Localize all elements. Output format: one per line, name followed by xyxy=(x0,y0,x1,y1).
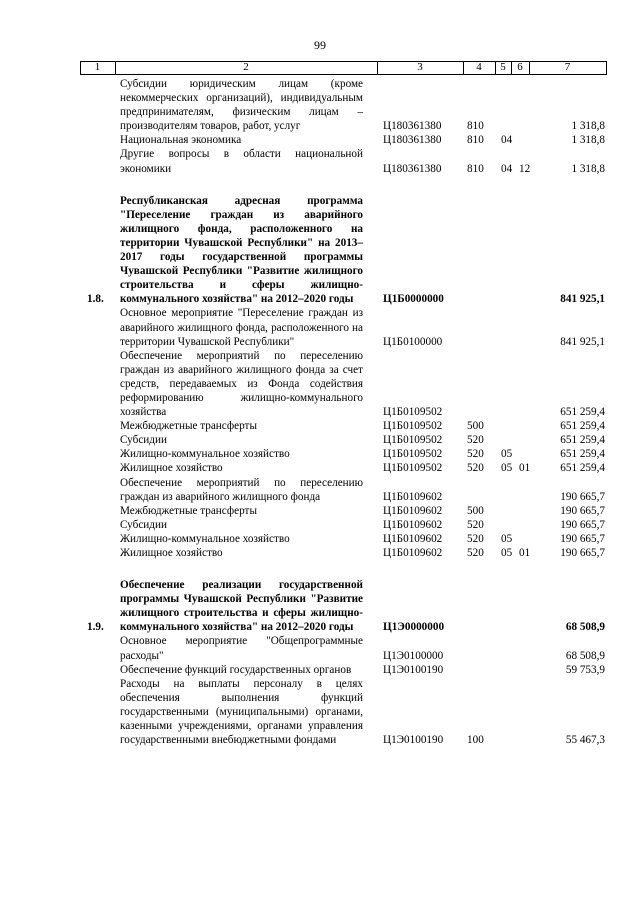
header-cell-amount: 7 xyxy=(564,61,571,73)
page-number: 99 xyxy=(314,38,326,52)
row-name: Субсидии xyxy=(120,518,167,531)
row-group: 520 xyxy=(467,462,484,475)
table-row xyxy=(0,677,640,747)
row-code: Ц1Б0109602 xyxy=(383,518,443,531)
row-name: Основное мероприятие "Переселение граждан из аварийного жилищного фонда, расположенного на территории Чувашской Республики" xyxy=(120,307,363,348)
row-amount: 651 259,4 xyxy=(560,462,605,475)
row-code: Ц1Б0109602 xyxy=(383,490,443,503)
row-code: Ц1Б0109602 xyxy=(383,532,443,545)
table-row xyxy=(0,634,640,662)
row-code: Ц1Э0000000 xyxy=(383,621,445,634)
table-row xyxy=(0,532,640,546)
row-code: Ц1Б0109502 xyxy=(383,462,443,475)
header-bottom-rule xyxy=(80,74,607,75)
row-name: Жилищно-коммунальное хозяйство xyxy=(120,448,290,461)
row-amount: 190 665,7 xyxy=(560,547,605,559)
header-cell-subsection: 6 xyxy=(517,61,523,73)
table-row xyxy=(0,578,640,634)
row-amount: 68 508,9 xyxy=(565,621,605,634)
table-row xyxy=(0,194,640,307)
row-subsection: 12 xyxy=(519,162,531,175)
header-cell-number: 1 xyxy=(94,61,101,73)
row-group: 500 xyxy=(467,504,484,517)
row-group: 520 xyxy=(467,532,484,545)
row-group: 520 xyxy=(467,448,484,461)
row-amount: 55 467,3 xyxy=(565,734,605,747)
row-code: Ц1Б0109602 xyxy=(383,547,443,559)
row-name: Основное мероприятие "Общепрограммные расходы" xyxy=(120,635,363,662)
row-section: 04 xyxy=(501,162,513,175)
row-name: Обеспечение мероприятий по переселению граждан из аварийного жилищного фонда xyxy=(120,476,363,503)
row-amount: 841 925,1 xyxy=(560,335,605,348)
row-number: 1.8. xyxy=(87,293,104,306)
row-code: Ц1Б0109502 xyxy=(383,434,443,447)
row-name: Другие вопросы в области национальной экономики xyxy=(120,148,363,175)
row-name: Межбюджетные трансферты xyxy=(120,504,257,517)
row-amount: 1 318,8 xyxy=(571,120,605,133)
row-name: Обеспечение функций государственных органов xyxy=(120,663,352,676)
row-amount: 190 665,7 xyxy=(560,490,605,503)
row-amount: 651 259,4 xyxy=(560,420,605,433)
row-name: Жилищное хозяйство xyxy=(120,462,223,475)
row-subsection: 01 xyxy=(519,462,531,475)
row-subsection: 01 xyxy=(519,547,531,559)
row-section: 05 xyxy=(501,448,513,461)
row-amount: 190 665,7 xyxy=(560,518,605,531)
table-row xyxy=(0,77,640,133)
table-header xyxy=(80,61,607,74)
row-amount: 1 318,8 xyxy=(571,162,605,175)
row-code: Ц1Э0100190 xyxy=(383,663,444,676)
header-cell-section: 5 xyxy=(500,61,506,73)
table-row xyxy=(0,504,640,518)
table-row xyxy=(0,518,640,532)
row-group: 810 xyxy=(467,120,484,133)
row-group: 520 xyxy=(467,518,484,531)
row-amount: 190 665,7 xyxy=(560,532,605,545)
table-row xyxy=(0,663,640,677)
table-row xyxy=(0,546,640,560)
row-group: 520 xyxy=(467,434,484,447)
table-row xyxy=(0,147,640,175)
row-code: Ц180361380 xyxy=(383,134,442,147)
row-group: 520 xyxy=(467,547,484,559)
row-amount: 59 753,9 xyxy=(565,663,605,676)
budget-table-body xyxy=(0,77,640,747)
row-name: Обеспечение мероприятий по переселению граждан из аварийного жилищного фонда за счет средств, передаваемых из Фонда содействия реформированию жилищно-коммунального хозяйства xyxy=(120,349,363,419)
row-code: Ц180361380 xyxy=(383,162,442,175)
row-name: Национальная экономика xyxy=(120,134,242,147)
row-section: 05 xyxy=(501,532,513,545)
row-name: Жилищно-коммунальное хозяйство xyxy=(120,532,290,545)
table-row xyxy=(0,476,640,504)
row-amount: 841 925,1 xyxy=(560,293,605,306)
table-row xyxy=(0,133,640,147)
header-divider xyxy=(606,61,607,75)
row-amount: 651 259,4 xyxy=(560,434,605,447)
row-code: Ц180361380 xyxy=(383,120,442,133)
row-code: Ц1Б0109502 xyxy=(383,406,443,419)
header-cell-name: 2 xyxy=(243,61,249,73)
table-row xyxy=(0,306,640,348)
row-amount: 190 665,7 xyxy=(560,504,605,517)
row-amount: 68 508,9 xyxy=(565,649,605,662)
row-section: 05 xyxy=(501,462,513,475)
row-section: 04 xyxy=(501,134,513,147)
row-name: Межбюджетные трансферты xyxy=(120,420,257,433)
row-name: Субсидии юридическим лицам (кроме некоммерческих организаций), индивидуальным предпринимателям, физическим лицам – производителям товаров, работ, услуг xyxy=(120,78,363,133)
row-code: Ц1Б0100000 xyxy=(383,335,443,348)
row-name: Субсидии xyxy=(120,434,167,447)
row-amount: 651 259,4 xyxy=(560,406,605,419)
row-name: Расходы на выплаты персоналу в целях обеспечения выполнения функций государственными (муниципальными) органами, казенными учреждениями, органами управления государственными внебюджетными фондами xyxy=(120,677,363,747)
row-group: 810 xyxy=(467,134,484,147)
row-number: 1.9. xyxy=(87,621,104,634)
row-code: Ц1Б0109602 xyxy=(383,504,443,517)
row-amount: 1 318,8 xyxy=(571,134,605,147)
row-group: 100 xyxy=(467,734,484,747)
table-row xyxy=(0,433,640,447)
table-row xyxy=(0,447,640,461)
row-group: 810 xyxy=(467,162,484,175)
header-cell-group: 4 xyxy=(476,61,482,73)
row-group: 500 xyxy=(467,420,484,433)
row-code: Ц1Э0100190 xyxy=(383,734,444,747)
row-name: Республиканская адресная программа "Переселение граждан из аварийного жилищного фонда, расположенного на территории Чувашской Республики" на 2013–2017 годы государственной программы Чувашской Республики "Развитие жилищного строительства и сферы жилищно-коммунального хозяйства" на 2012–2020 годы xyxy=(120,194,363,306)
row-code: Ц1Б0109502 xyxy=(383,420,443,433)
row-code: Ц1Б0000000 xyxy=(383,293,444,306)
row-code: Ц1Б0109502 xyxy=(383,448,443,461)
table-row xyxy=(0,419,640,433)
row-amount: 651 259,4 xyxy=(560,448,605,461)
row-code: Ц1Э0100000 xyxy=(383,649,444,662)
row-name: Жилищное хозяйство xyxy=(120,547,223,559)
table-row xyxy=(0,349,640,419)
table-row xyxy=(0,461,640,475)
row-name: Обеспечение реализации государственной программы Чувашской Республики "Развитие жилищного строительства и сферы жилищно-коммунального хозяйства" на 2012–2020 годы xyxy=(120,579,363,634)
row-section: 05 xyxy=(501,547,513,559)
header-cell-code: 3 xyxy=(417,61,423,73)
